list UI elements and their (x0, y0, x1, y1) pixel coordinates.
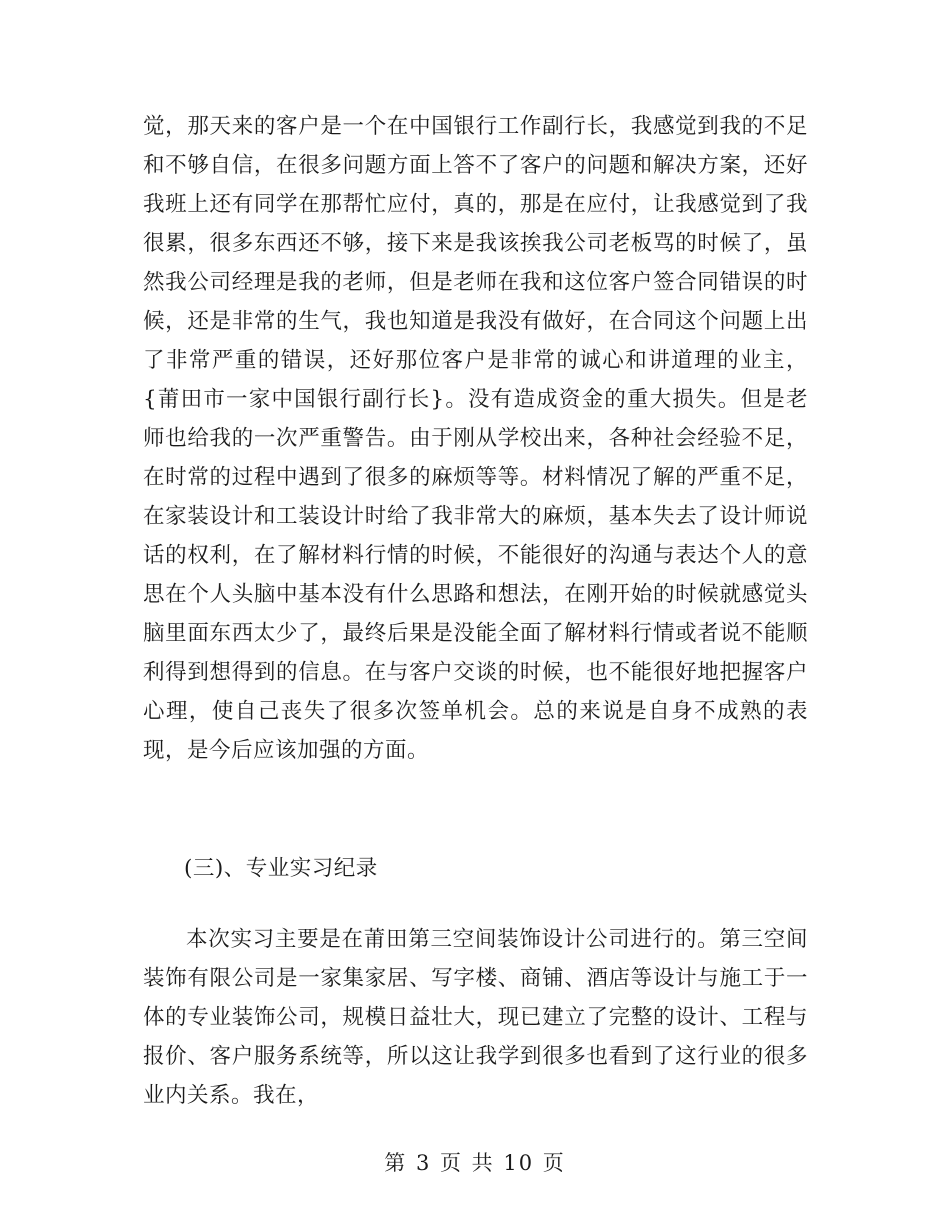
body-paragraph: 本次实习主要是在莆田第三空间装饰设计公司进行的。第三空间装饰有限公司是一家集家居、写字楼、商铺、酒店等设计与施工于一体的专业装饰公司，规模日益壮大，现已建立了完整的设计、工程与报价、客户服务系统等，所以这让我学到很多也看到了这行业的很多业内关系。我在， (143, 927, 808, 1108)
page-number-footer: 第 3 页 共 10 页 (384, 1151, 566, 1175)
body-paragraph: 觉，那天来的客户是一个在中国银行工作副行长，我感觉到我的不足和不够自信，在很多问题方面上答不了客户的问题和解决方案，还好我班上还有同学在那帮忙应付，真的，那是在应付，让我感觉到了我很累，很多东西还不够，接下来是我该挨我公司老板骂的时候了，虽然我公司经理是我的老师，但是老师在我和这位客户签合同错误的时候，还是非常的生气，我也知道是我没有做好，在合同这个问题上出了非常严重的错误，还好那位客户是非常的诚心和讲道理的业主，{莆田市一家中国银行副行长}。没有造成资金的重大损失。但是老师也给我的一次严重警告。由于刚从学校出来，各种社会经验不足，在时常的过程中遇到了很多的麻烦等等。材料情况了解的严重不足，在家装设计和工装设计时给了我非常大的麻烦，基本失去了设计师说话的权利，在了解材料行情的时候，不能很好的沟通与表达个人的意思在个人头脑中基本没有什么思路和想法，在刚开始的时候就感觉头脑里面东西太少了，最终后果是没能全面了解材料行情或者说不能顺利得到想得到的信息。在与客户交谈的时候，也不能很好地把握客户心理，使自己丧失了很多次签单机会。总的来说是自身不成熟的表现，是今后应该加强的方面。 (143, 114, 808, 763)
section-heading: (三)、专业实习纪录 (184, 856, 378, 881)
